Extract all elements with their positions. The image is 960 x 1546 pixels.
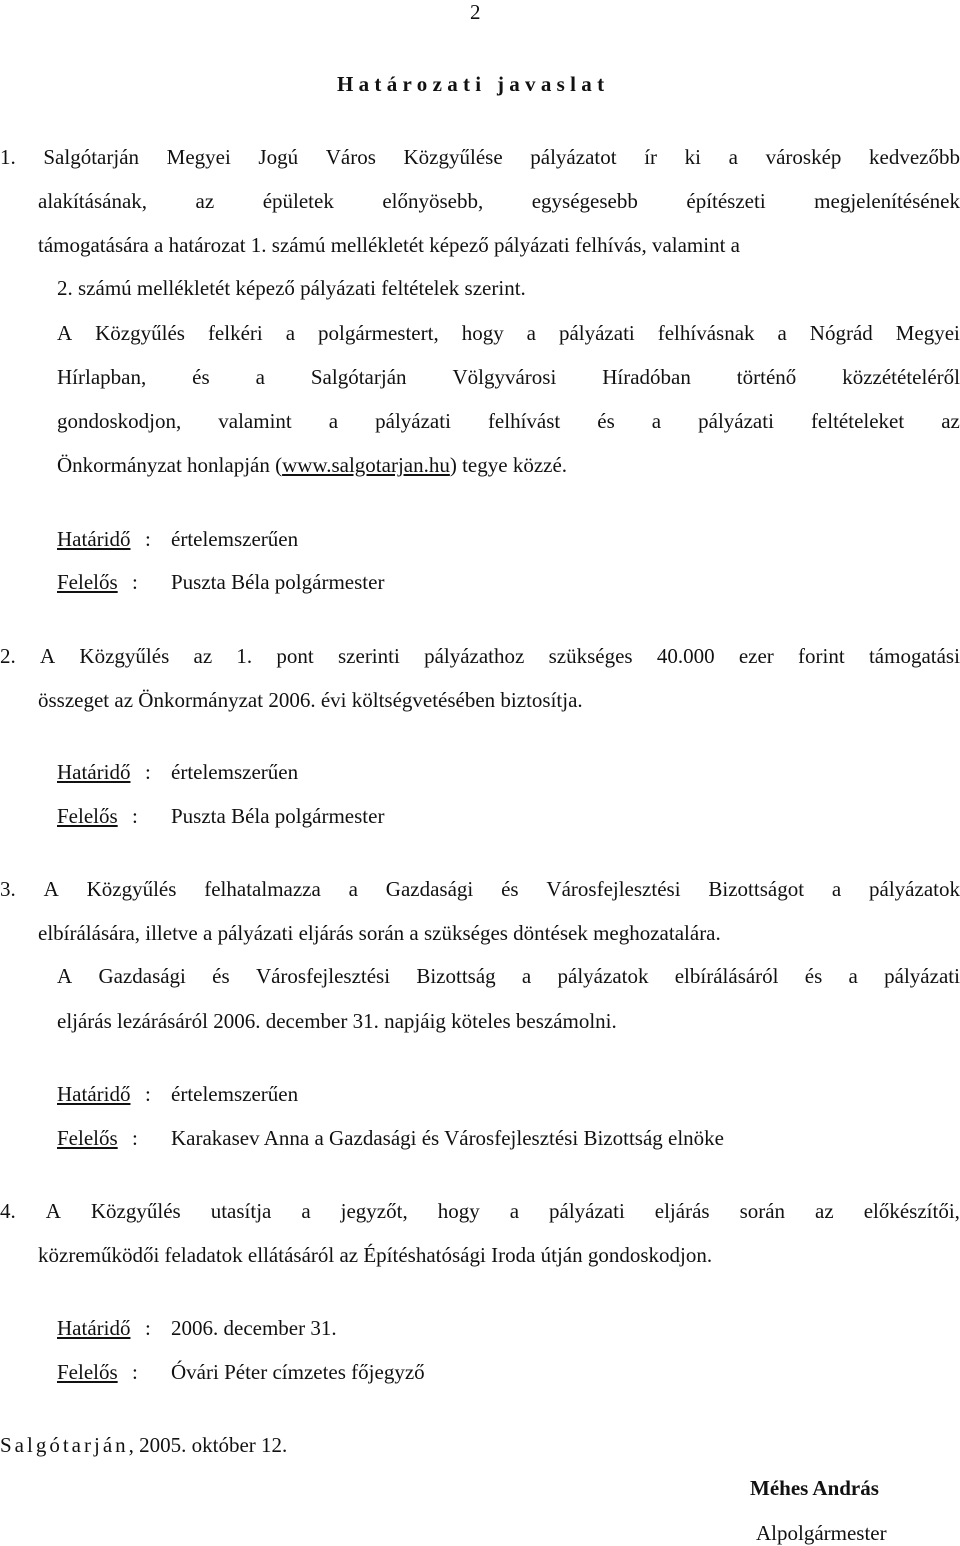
word: 1. xyxy=(236,644,253,668)
word: polgármestert, xyxy=(318,321,439,345)
item-4-line-1 xyxy=(0,1199,960,1224)
item-2-responsible-value: Puszta Béla polgármester xyxy=(171,804,385,828)
word: pályázatok xyxy=(557,964,649,988)
item-4-responsible-value: Óvári Péter címzetes főjegyző xyxy=(171,1360,425,1384)
word: felhatalmazza xyxy=(204,877,321,901)
word: feltételeket xyxy=(810,409,905,433)
word: Közgyűlés xyxy=(90,1199,181,1223)
word: pont xyxy=(276,644,314,668)
word: a xyxy=(255,365,265,389)
item-4-responsible-label: Felelős xyxy=(57,1360,118,1384)
word: felhívásnak xyxy=(657,321,755,345)
word: Nógrád xyxy=(809,321,873,345)
document-heading: Határozati javaslat xyxy=(337,72,610,96)
word: szerinti xyxy=(338,644,400,668)
word: a xyxy=(651,409,662,433)
word: a xyxy=(521,964,532,988)
word: 3. xyxy=(0,877,16,901)
word: az xyxy=(193,644,213,668)
word: közzétételéről xyxy=(842,365,960,389)
request-text-before: Önkormányzat honlapján ( xyxy=(57,453,283,477)
item-1-request-line-2 xyxy=(57,365,960,390)
word: 40.000 xyxy=(656,644,715,668)
word: pályázati xyxy=(375,409,451,433)
word: A xyxy=(43,877,59,901)
word: Gazdasági xyxy=(385,877,474,901)
place-name: Salgótarján xyxy=(0,1433,129,1457)
item-4-deadline-value: 2006. december 31. xyxy=(171,1316,337,1340)
word: Közgyűlés xyxy=(79,644,170,668)
word: forint xyxy=(798,644,845,668)
item-1-deadline-colon: : xyxy=(145,527,151,551)
item-3-deadline-colon: : xyxy=(145,1082,151,1106)
word: történő xyxy=(736,365,797,389)
document-date: , 2005. október 12. xyxy=(128,1433,288,1457)
item-3-deadline-value: értelemszerűen xyxy=(171,1082,299,1106)
word: utasítja xyxy=(210,1199,272,1223)
word: Megyei xyxy=(166,145,231,169)
item-3-responsible-colon: : xyxy=(132,1126,138,1150)
word: előnyösebb, xyxy=(382,189,484,213)
item-4-deadline-label: Határidő xyxy=(57,1316,131,1340)
word: 1. xyxy=(0,145,16,169)
word: az xyxy=(941,409,960,433)
item-3-line-1 xyxy=(0,877,960,902)
word: Város xyxy=(325,145,376,169)
word: és xyxy=(804,964,823,988)
item-1-deadline-label: Határidő xyxy=(57,527,131,551)
item-4-responsible-colon: : xyxy=(132,1360,138,1384)
word: Városfejlesztési xyxy=(255,964,391,988)
word: ír xyxy=(644,145,658,169)
word: 4. xyxy=(0,1199,16,1223)
word: a xyxy=(728,145,738,169)
item-1-responsible-value: Puszta Béla polgármester xyxy=(171,570,385,594)
signer-title: Alpolgármester xyxy=(756,1521,887,1545)
item-3-line-2: elbírálására, illetve a pályázati eljárás során a szükséges döntések meghozatalára. xyxy=(38,921,721,945)
word: A xyxy=(40,644,56,668)
item-1-request-line-4 xyxy=(57,453,567,478)
word: Bizottságot xyxy=(708,877,805,901)
word: pályázati xyxy=(549,1199,625,1223)
word: eljárás xyxy=(654,1199,710,1223)
word: a xyxy=(348,877,358,901)
word: Völgyvárosi xyxy=(452,365,557,389)
word: és xyxy=(501,877,519,901)
page-number: 2 xyxy=(470,0,481,24)
word: épületek xyxy=(262,189,334,213)
item-3-line-4: eljárás lezárásáról 2006. december 31. napjáig köteles beszámolni. xyxy=(57,1009,617,1033)
word: gondoskodjon, xyxy=(57,409,182,433)
item-4-deadline-colon: : xyxy=(145,1316,151,1340)
word: során xyxy=(739,1199,786,1223)
item-1-responsible-label: Felelős xyxy=(57,570,118,594)
word: Bizottság xyxy=(416,964,496,988)
word: Közgyűlés xyxy=(86,877,177,901)
item-2-deadline-label: Határidő xyxy=(57,760,131,784)
word: a xyxy=(848,964,858,988)
word: egységesebb xyxy=(531,189,638,213)
signer-name: Méhes András xyxy=(750,1476,879,1500)
word: elbírálásáról xyxy=(674,964,779,988)
word: megjelenítésének xyxy=(814,189,960,213)
word: hogy xyxy=(437,1199,480,1223)
word: pályázati xyxy=(884,964,960,988)
word: Salgótarján xyxy=(43,145,140,169)
word: támogatási xyxy=(868,644,960,668)
word: Gazdasági xyxy=(98,964,186,988)
item-2-responsible-label: Felelős xyxy=(57,804,118,828)
word: jegyzőt, xyxy=(340,1199,408,1223)
word: pályázatok xyxy=(869,877,960,901)
word: pályázati xyxy=(698,409,774,433)
word: ki xyxy=(684,145,701,169)
word: Jogú xyxy=(258,145,299,169)
word: Közgyűlése xyxy=(403,145,503,169)
item-2-deadline-value: értelemszerűen xyxy=(171,760,299,784)
word: Híradóban xyxy=(602,365,691,389)
word: és xyxy=(212,964,230,988)
word: pályázatot xyxy=(530,145,617,169)
word: előkészítői, xyxy=(863,1199,960,1223)
word: városkép xyxy=(765,145,842,169)
item-4-line-2: közreműködői feladatok ellátásáról az Építéshatósági Iroda útján gondoskodjon. xyxy=(38,1243,713,1267)
item-2-line-1 xyxy=(0,644,960,669)
word: hogy xyxy=(461,321,504,345)
item-3-responsible-label: Felelős xyxy=(57,1126,118,1150)
website-link[interactable]: www.salgotarjan.hu xyxy=(282,453,450,477)
word: ezer xyxy=(738,644,774,668)
word: pályázathoz xyxy=(424,644,525,668)
item-3-responsible-value: Karakasev Anna a Gazdasági és Városfejlesztési Bizottság elnöke xyxy=(171,1126,724,1150)
request-text-after: ) tegye közzé. xyxy=(449,453,568,477)
item-1-line-3: támogatására a határozat 1. számú mellékletét képező pályázati felhívás, valamint a xyxy=(38,233,741,257)
item-2-responsible-colon: : xyxy=(132,804,138,828)
word: kedvezőbb xyxy=(869,145,960,169)
word: és xyxy=(192,365,210,389)
word: szükséges xyxy=(548,644,633,668)
word: Hírlapban, xyxy=(57,365,147,389)
word: Városfejlesztési xyxy=(546,877,681,901)
item-1-responsible-colon: : xyxy=(132,570,138,594)
word: felkéri xyxy=(207,321,263,345)
word: az xyxy=(815,1199,834,1223)
item-1-line-1 xyxy=(0,145,960,170)
word: pályázati xyxy=(558,321,635,345)
word: a xyxy=(831,877,842,901)
word: felhívást xyxy=(487,409,561,433)
word: és xyxy=(597,409,615,433)
word: a xyxy=(777,321,787,345)
word: a xyxy=(328,409,339,433)
word: a xyxy=(285,321,296,345)
word: a xyxy=(509,1199,520,1223)
item-1-request-line-1 xyxy=(57,321,960,346)
word: alakításának, xyxy=(38,189,148,213)
place-and-date xyxy=(0,1433,287,1458)
item-2-line-2: összeget az Önkormányzat 2006. évi költségvetésében biztosítja. xyxy=(38,688,583,712)
item-2-deadline-colon: : xyxy=(145,760,151,784)
word: A xyxy=(57,964,73,988)
word: valamint xyxy=(218,409,292,433)
item-1-deadline-value: értelemszerűen xyxy=(171,527,299,551)
word: 2. xyxy=(0,644,16,668)
word: az xyxy=(195,189,215,213)
word: építészeti xyxy=(686,189,766,213)
item-1-line-4: 2. számú mellékletét képező pályázati feltételek szerint. xyxy=(57,276,526,300)
word: Salgótarján xyxy=(310,365,407,389)
word: a xyxy=(301,1199,311,1223)
word: Közgyűlés xyxy=(95,321,185,345)
item-3-line-3 xyxy=(57,964,960,989)
word: A xyxy=(45,1199,61,1223)
word: a xyxy=(526,321,536,345)
item-1-request-line-3 xyxy=(57,409,960,434)
word: Megyei xyxy=(895,321,960,345)
item-3-deadline-label: Határidő xyxy=(57,1082,131,1106)
item-1-line-2 xyxy=(38,189,960,214)
word: A xyxy=(57,321,73,345)
